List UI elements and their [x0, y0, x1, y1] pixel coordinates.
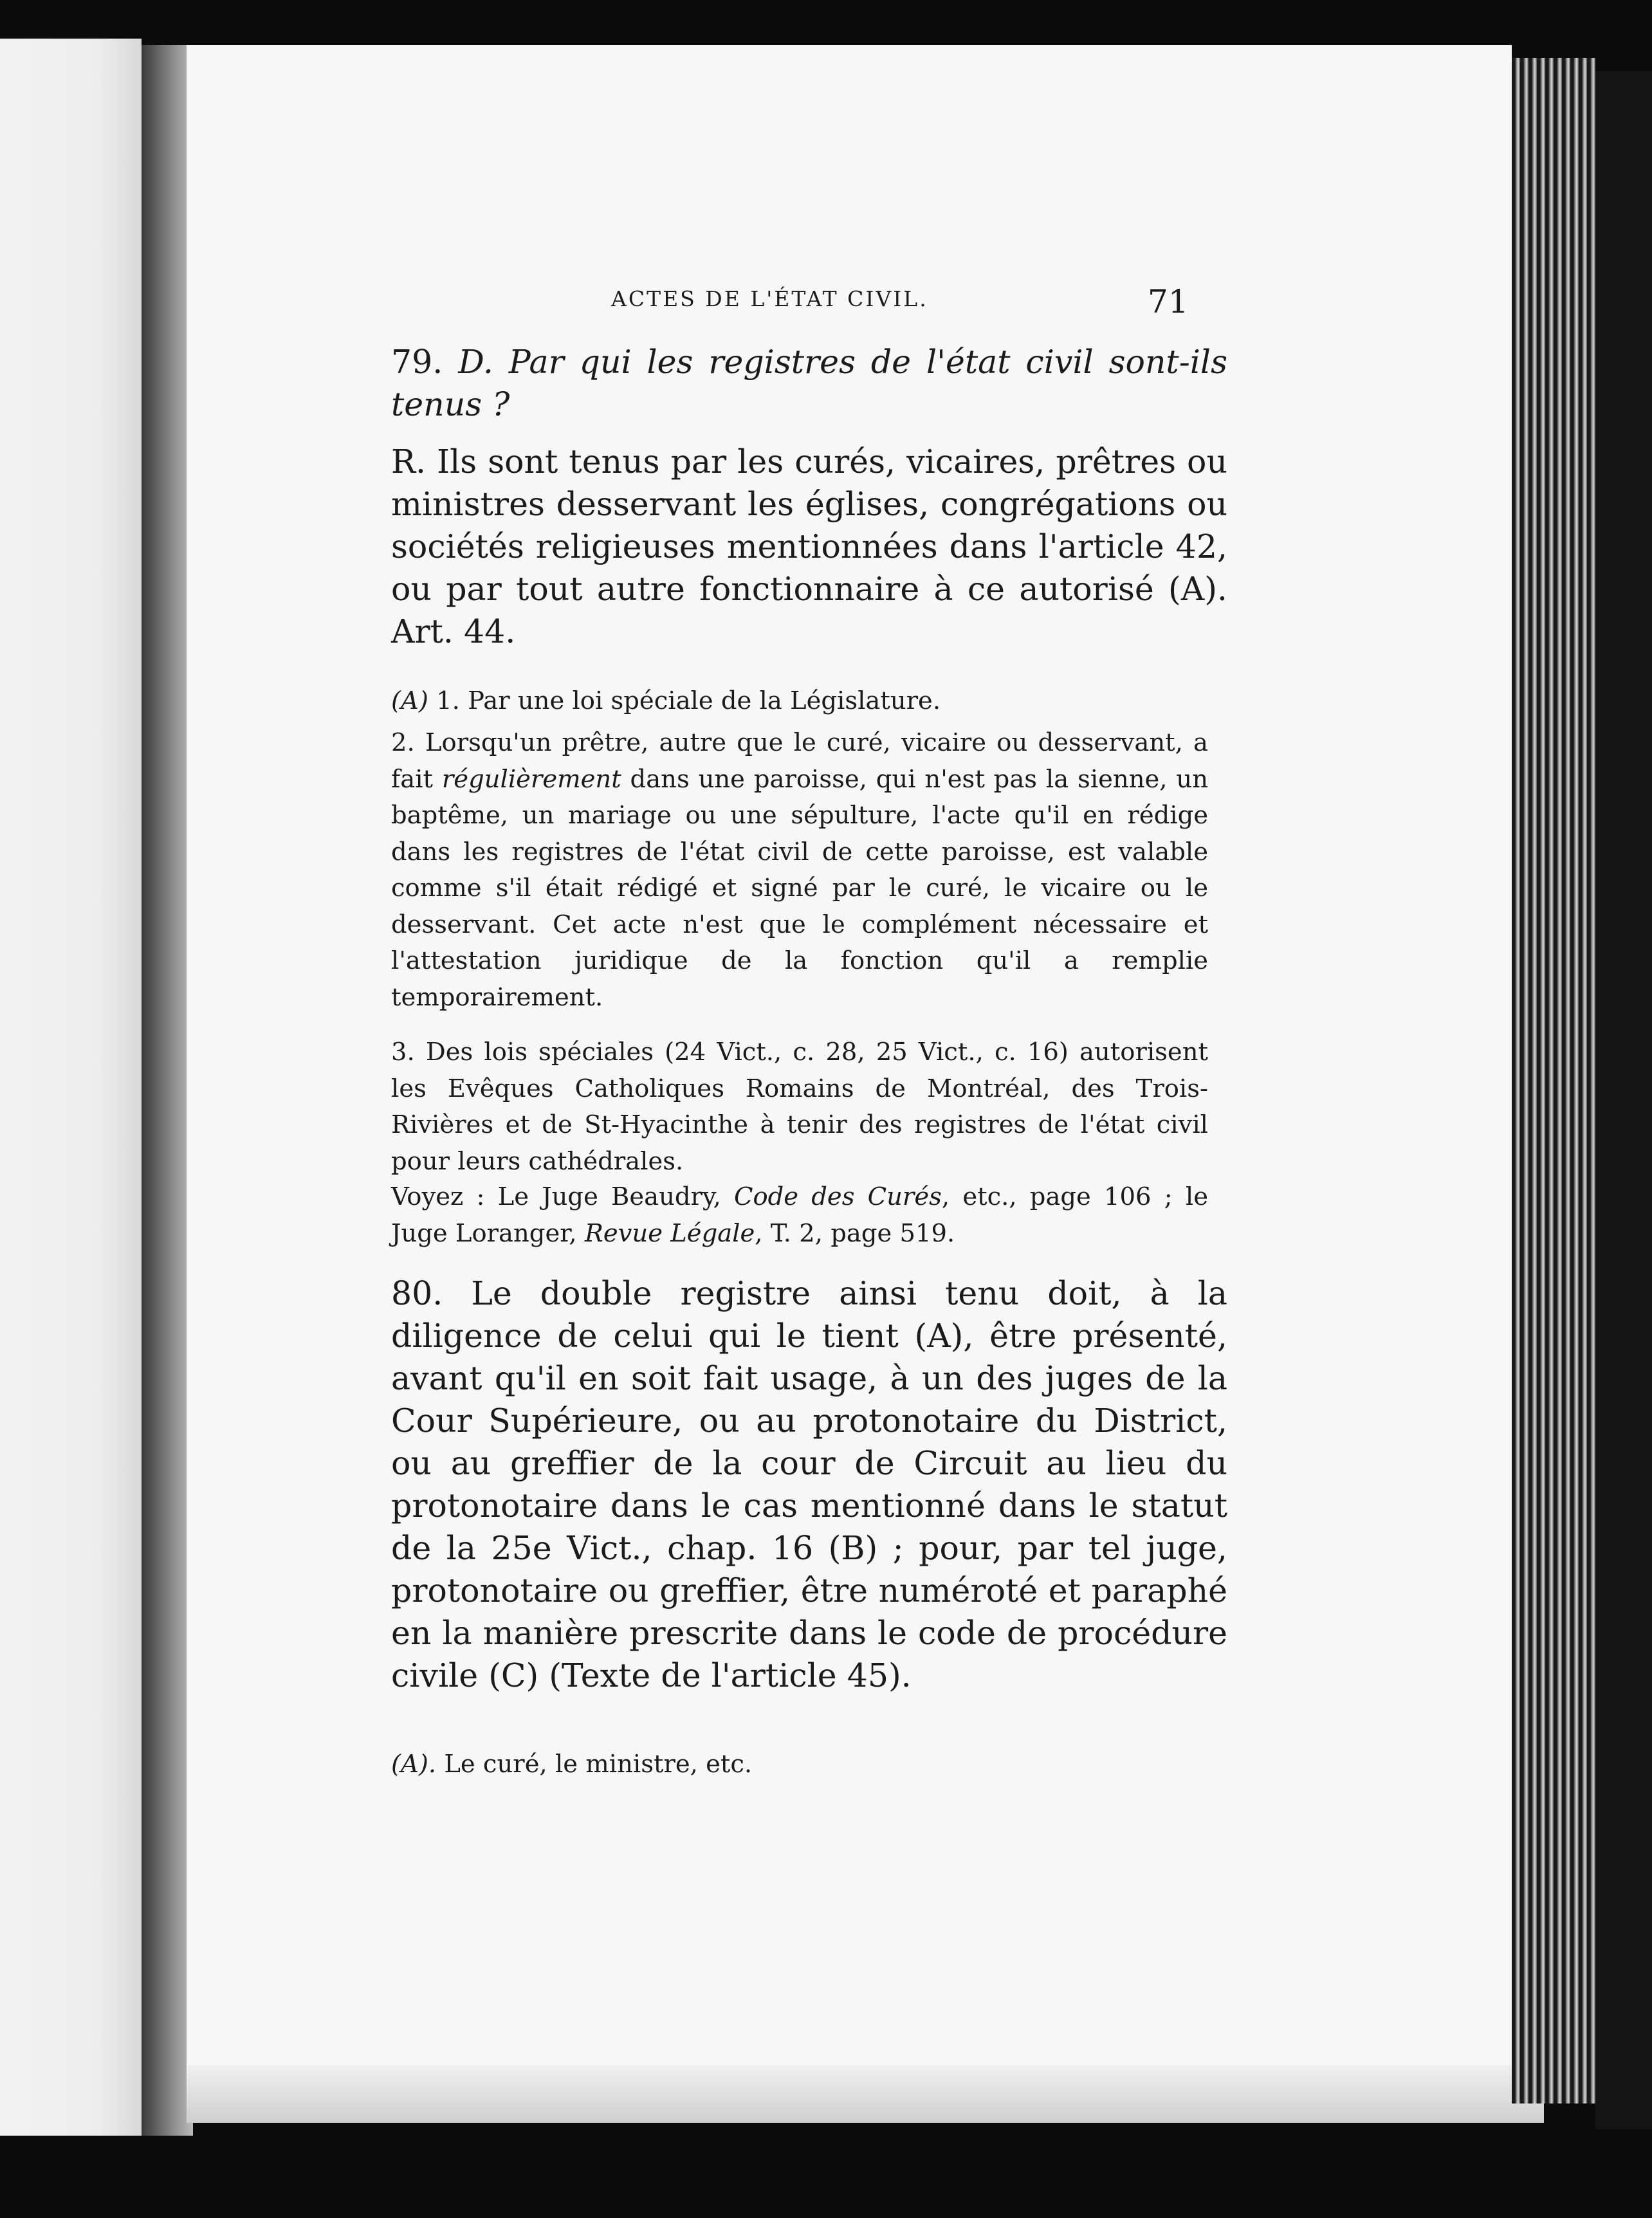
footnote-emphasis: régulièrement	[441, 764, 621, 794]
footnote-marker: (A).	[391, 1750, 437, 1779]
citation-title: Revue Légale	[584, 1218, 755, 1248]
answer-label: R.	[391, 443, 427, 481]
question-text: D. Par qui les registres de l'état civil sont-ils tenus ?	[391, 343, 1227, 423]
footnote-marker: (A)	[391, 686, 428, 715]
page-number: 71	[1148, 283, 1189, 320]
answer-79	[354, 441, 1227, 653]
footnote-voyez	[354, 1179, 1208, 1252]
citation-title: Code des Curés	[734, 1182, 942, 1211]
previous-page-edge	[0, 39, 142, 2136]
footnote-a-3: 3. Des lois spéciales (24 Vict., c. 28, 25 Vict., c. 16) autorisent les Evêques Catholiques Romains de Montréal, des Trois-Rivières et de St-Hyacinthe à tenir des registres de l'état civil pour leurs cathédrales.	[391, 1038, 1208, 1176]
citation-text: Voyez : Le Juge Beaudry,	[391, 1182, 735, 1211]
footnote-80-a	[354, 1746, 1208, 1783]
page-bottom-edge	[187, 2065, 1544, 2123]
footnote-text: 1. Par une loi spéciale de la Législature.	[436, 686, 941, 715]
question-number: 79.	[391, 343, 443, 381]
binding-gutter-shadow	[142, 45, 193, 2136]
footnote-a-2	[354, 725, 1208, 1016]
footnote-a-1	[354, 683, 1208, 720]
footnote-text: dans une paroisse, qui n'est pas la sienne, un baptême, un mariage ou une sépulture, l'acte qu'il en rédige dans les registres de l'état civil de cette paroisse, est valable comme s'il était rédigé et signé par le curé, le vicaire ou le desservant. Cet acte n'est que le complément nécessaire et l'attestation juridique de la fonction qu'il a remplie temporairement.	[391, 764, 1208, 1012]
citation-text: , etc., page 106 ; le Juge Loranger,	[391, 1182, 1208, 1248]
book-cover-edge	[1595, 71, 1652, 2129]
question-79	[354, 341, 1227, 426]
running-head: ACTES DE L'ÉTAT CIVIL.	[611, 286, 928, 311]
footnote-text: Le curé, le ministre, etc.	[444, 1750, 753, 1779]
citation-text: , T. 2, page 519.	[755, 1218, 955, 1248]
footnote-text: 2. Lorsqu'un prêtre, autre que le curé, vicaire ou desservant, a fait	[391, 728, 1208, 794]
answer-text: Ils sont tenus par les curés, vicaires, prêtres ou ministres desservant les églises, congrégations ou sociétés religieuses mentionnées dans l'article 42, ou par tout autre fonctionnaire à ce autorisé (A). Art. 44.	[391, 443, 1227, 650]
page-edges-stack	[1512, 58, 1595, 2103]
article-80: 80. Le double registre ainsi tenu doit, à la diligence de celui qui le tient (A), être présenté, avant qu'il en soit fait usage, à un des juges de la Cour Supérieure, ou au protonotaire du District, ou au greffier de la cour de Circuit au lieu du protonotaire dans le cas mentionné dans le statut de la 25e Vict., chap. 16 (B) ; pour, par tel juge, protonotaire ou greffier, être numéroté et paraphé en la manière prescrite dans le code de procédure civile (C) (Texte de l'article 45).	[391, 1274, 1227, 1694]
